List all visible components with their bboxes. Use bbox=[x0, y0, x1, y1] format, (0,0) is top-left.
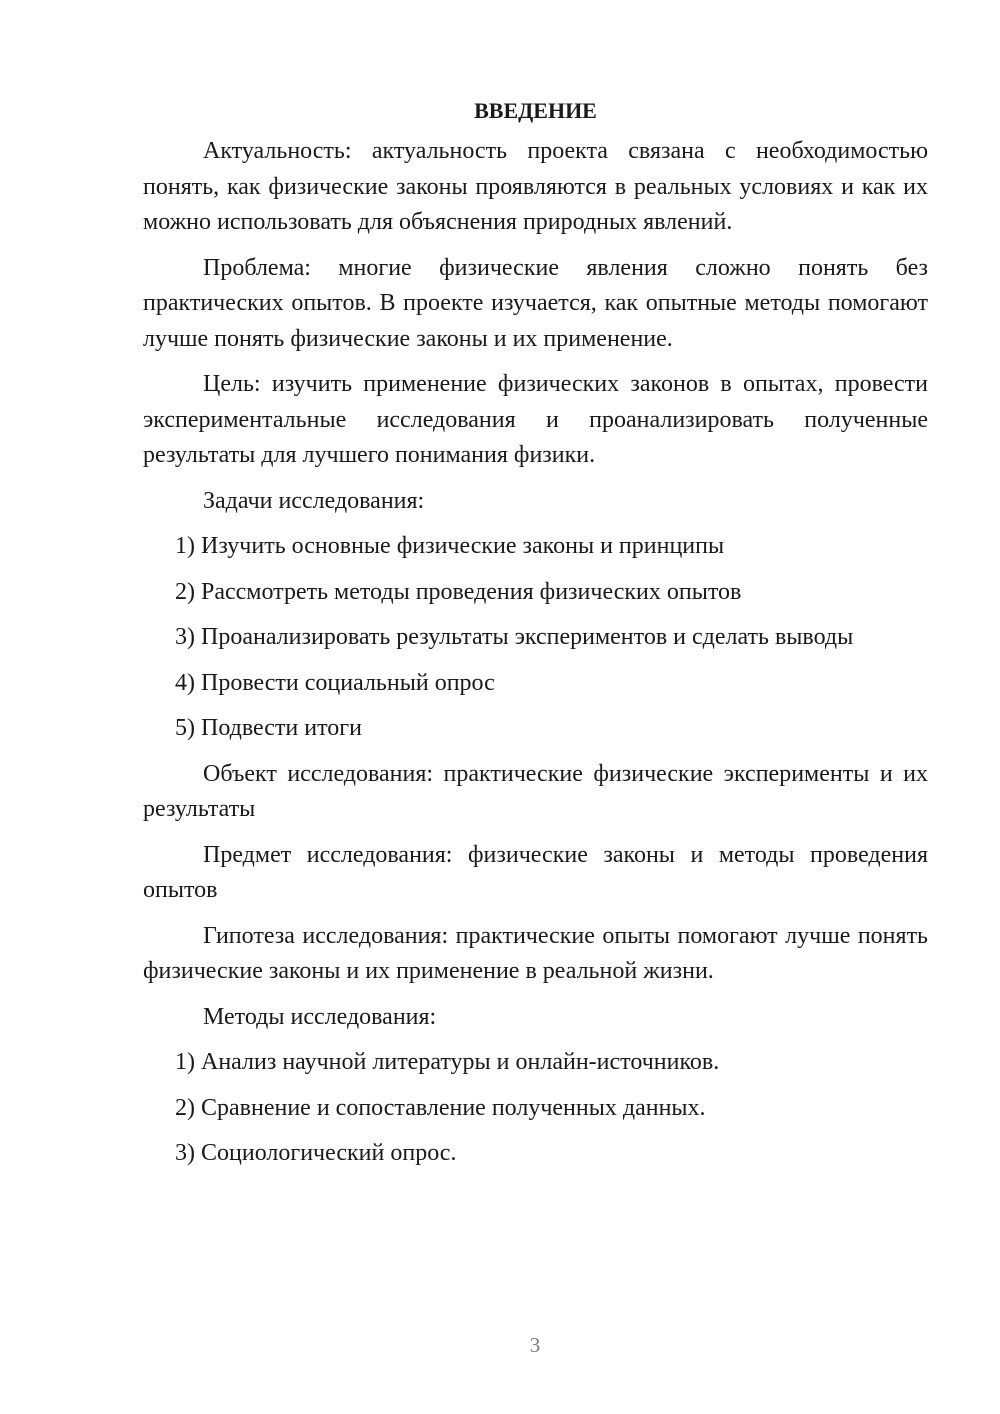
list-item: 1) Изучить основные физические законы и принципы bbox=[175, 533, 725, 559]
page-content bbox=[143, 93, 928, 1182]
list-item: 4) Провести социальный опрос bbox=[175, 669, 495, 696]
list-item: 3) Проанализировать результаты экспериментов и сделать выводы bbox=[175, 624, 854, 650]
list-item: 2) Сравнение и сопоставление полученных данных. bbox=[175, 1094, 706, 1121]
list-item: 5) Подвести итоги bbox=[175, 715, 362, 741]
section-heading: ВВЕДЕНИЕ bbox=[474, 98, 597, 123]
tasks-title: Задачи исследования: bbox=[203, 487, 425, 514]
list-item: 2) Рассмотреть методы проведения физических опытов bbox=[175, 578, 742, 605]
hypothesis-paragraph: Гипотеза исследования: практические опыты помогают лучше понять физические законы и их применение в реальной жизни. bbox=[143, 922, 928, 984]
methods-title: Методы исследования: bbox=[203, 1003, 437, 1030]
goal-paragraph: Цель: изучить применение физических законов в опытах, провести экспериментальные исследования и проанализировать полученные результаты для лучшего понимания физики. bbox=[143, 371, 928, 468]
list-item: 3) Социологический опрос. bbox=[175, 1140, 457, 1166]
object-paragraph: Объект исследования: практические физические эксперименты и их результаты bbox=[143, 760, 928, 822]
subject-paragraph: Предмет исследования: физические законы и методы проведения опытов bbox=[143, 841, 928, 903]
problem-paragraph: Проблема: многие физические явления сложно понять без практических опытов. В проекте изучается, как опытные методы помогают лучше понять физические законы и их применение. bbox=[143, 254, 928, 352]
list-item: 1) Анализ научной литературы и онлайн-источников. bbox=[175, 1049, 720, 1075]
page-number: 3 bbox=[529, 1333, 541, 1357]
relevance-paragraph: Актуальность: актуальность проекта связана с необходимостью понять, как физические законы проявляются в реальных условиях и как их можно использовать для объяснения природных явлений. bbox=[143, 138, 928, 235]
